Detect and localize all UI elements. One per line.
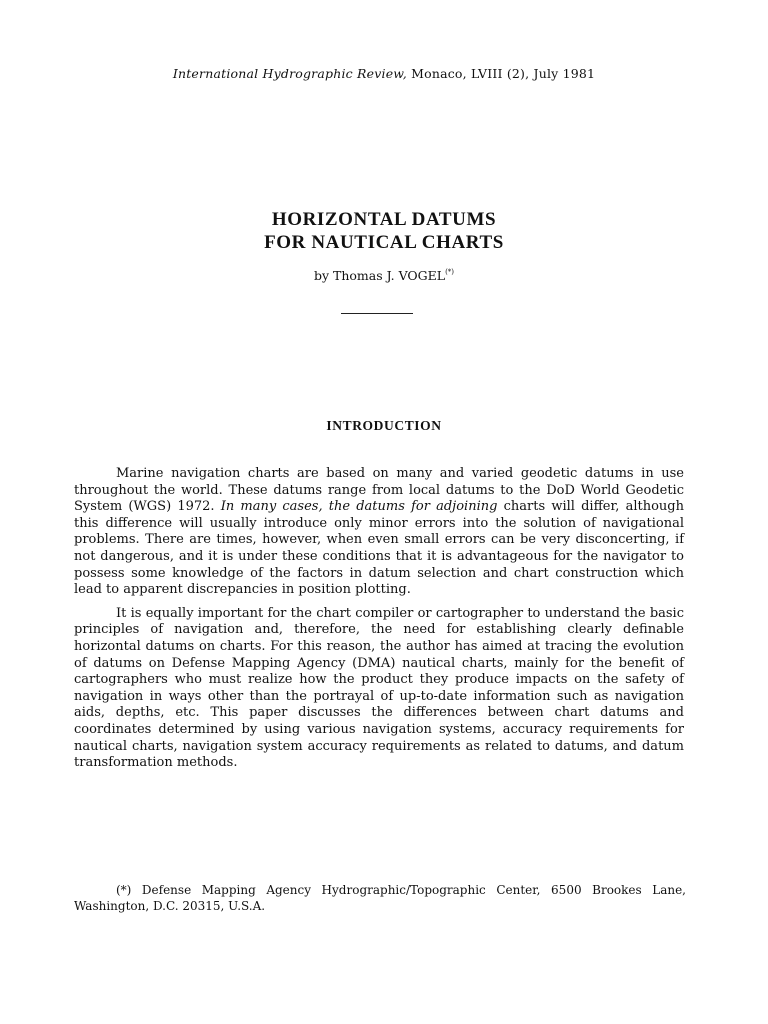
title-line-2: FOR NAUTICAL CHARTS xyxy=(264,232,504,253)
paragraph-1-part-b: In many cases, the datums for adjoining xyxy=(220,499,498,515)
author-line xyxy=(0,268,768,283)
paper-title xyxy=(0,208,768,254)
author-byline: by Thomas J. VOGEL xyxy=(313,268,446,283)
paragraph-2: It is equally important for the chart compiler or cartographer to understand the basic principles of navigation and, therefore, the need for establishing clearly definable horizontal datums on charts. For this reason, the author has aimed at tracing the evolution of datums on Defense Mapping Agency (DMA) nautical charts, mainly for the benefit of cartographers who must realize how the product they produce impacts on the safety of navigation in ways other than the portrayal of up-to-date information such as navigation aids, depths, etc. This paper discusses the differences between chart datums and coordinates determined by using various navigation systems, accuracy requirements for nautical charts, navigation system accuracy requirements as related to datums, and datum transformation methods. xyxy=(74,605,684,771)
journal-name: International Hydrographic Review, xyxy=(172,66,407,81)
paragraph-1 xyxy=(74,466,684,599)
section-heading: INTRODUCTION xyxy=(326,418,442,433)
body-text xyxy=(74,466,684,779)
title-line-1: HORIZONTAL DATUMS xyxy=(271,209,497,230)
paragraph-1-part-a: Marine navigation charts are based on many and varied geodetic datums in use throughout the world. These datums range from local datums to the DoD World Geodetic System (WGS) 1972. xyxy=(74,466,684,515)
journal-header xyxy=(0,66,768,81)
journal-details: Monaco, LVIII (2), July 1981 xyxy=(411,66,596,81)
paragraph-1-part-c: charts will differ, although this difference will usually introduce only minor errors into the solution of navigational problems. There are times, however, when even small errors can be very disconcerting, if not dangerous, and it is under these conditions that it is advantageous for the navigator to possess some knowledge of the factors in datum selection and chart construction which lead to apparent discrepancies in position plotting. xyxy=(74,499,684,598)
footnote: (*) Defense Mapping Agency Hydrographic/Topographic Center, 6500 Brookes Lane, Washington, D.C. 20315, U.S.A. xyxy=(74,883,686,913)
title-divider xyxy=(341,313,413,314)
author-footnote-marker: (*) xyxy=(445,268,455,276)
